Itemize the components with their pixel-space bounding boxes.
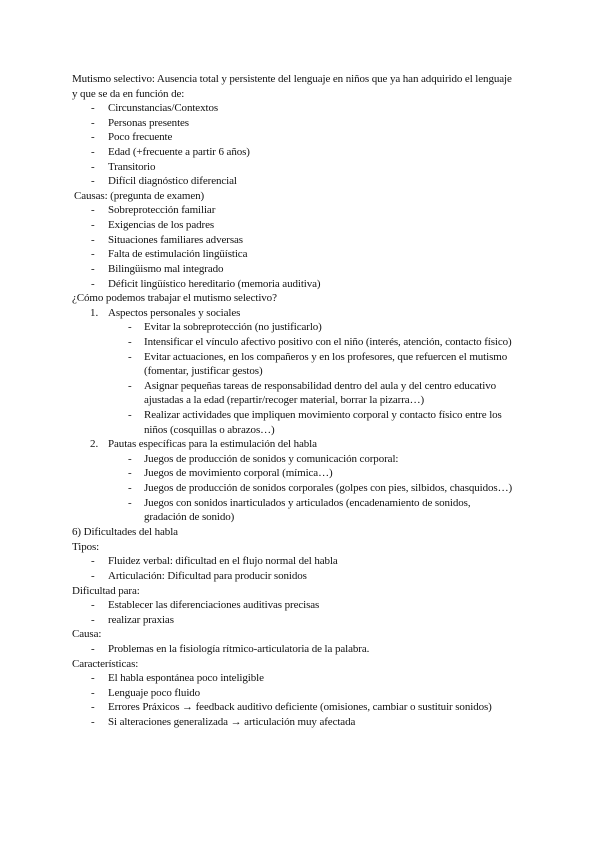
list-item: Si alteraciones generalizada → articulación muy afectada <box>108 716 356 728</box>
bullet-dash: - <box>91 555 95 567</box>
section2-number: 2. <box>90 438 99 450</box>
list-item: Sobreprotección familiar <box>108 204 216 216</box>
list-item: Juegos con sonidos inarticulados y articulados (encadenamiento de sonidos, <box>144 497 471 509</box>
list-item: Exigencias de los padres <box>108 219 215 231</box>
list-item: Déficit lingüístico hereditario (memoria auditiva) <box>108 278 321 290</box>
bullet-dash: - <box>91 146 95 158</box>
bullet-dash: - <box>91 161 95 173</box>
bullet-dash: - <box>91 175 95 187</box>
list-item: Lenguaje poco fluido <box>108 687 201 699</box>
bullet-dash: - <box>91 263 95 275</box>
bullet-dash: - <box>91 716 95 728</box>
bullet-dash: - <box>91 687 95 699</box>
bullet-dash: - <box>128 321 132 333</box>
list-item: Falta de estimulación lingüística <box>108 248 248 260</box>
list-item: realizar praxias <box>108 614 174 626</box>
bullet-dash: - <box>128 467 132 479</box>
section1-number: 1. <box>90 307 99 319</box>
bullet-dash: - <box>91 599 95 611</box>
bullet-dash: - <box>91 570 95 582</box>
section2-title: Pautas específicas para la estimulación del habla <box>108 438 317 450</box>
bullet-dash: - <box>91 278 95 290</box>
bullet-dash: - <box>91 234 95 246</box>
list-item: Difícil diagnóstico diferencial <box>108 175 237 187</box>
list-item: Personas presentes <box>108 117 189 129</box>
list-item: Establecer las diferenciaciones auditivas precisas <box>108 599 320 611</box>
section1-title: Aspectos personales y sociales <box>108 307 241 319</box>
list-item: Evitar actuaciones, en los compañeros y en los profesores, que refuercen el mutismo <box>144 351 508 363</box>
list-item: Edad (+frecuente a partir 6 años) <box>108 146 250 158</box>
tipos-label: Tipos: <box>72 541 100 553</box>
bullet-dash: - <box>128 351 132 363</box>
bullet-dash: - <box>91 117 95 129</box>
bullet-dash: - <box>91 614 95 626</box>
list-item: Fluidez verbal: dificultad en el flujo normal del habla <box>108 555 338 567</box>
bullet-dash: - <box>128 482 132 494</box>
dificultades-heading: 6) Dificultades del habla <box>72 526 178 538</box>
bullet-dash: - <box>91 643 95 655</box>
bullet-dash: - <box>91 701 95 713</box>
bullet-dash: - <box>128 336 132 348</box>
causa-label: Causa: <box>72 628 102 640</box>
bullet-dash: - <box>128 453 132 465</box>
mutismo-definition-line1: Mutismo selectivo: Ausencia total y persistente del lenguaje en niños que ya han adquirido el lenguaje <box>72 73 512 85</box>
list-item: Juegos de producción de sonidos corporales (golpes con pies, silbidos, chasquidos…) <box>144 482 513 494</box>
list-item: Asignar pequeñas tareas de responsabilidad dentro del aula y del centro educativo <box>144 380 497 392</box>
list-item: Juegos de movimiento corporal (mímica…) <box>144 467 333 479</box>
list-item-continuation: (fomentar, justificar gestos) <box>144 365 263 377</box>
list-item: Problemas en la fisiología rítmico-articulatoria de la palabra. <box>108 643 370 655</box>
bullet-dash: - <box>91 219 95 231</box>
list-item: Situaciones familiares adversas <box>108 234 243 246</box>
list-item: El habla espontánea poco inteligible <box>108 672 264 684</box>
dificultad-label: Dificultad para: <box>72 585 140 597</box>
list-item: Realizar actividades que impliquen movimiento corporal y contacto físico entre los <box>144 409 502 421</box>
list-item: Intensificar el vínculo afectivo positivo con el niño (interés, atención, contacto físico) <box>144 336 512 348</box>
bullet-dash: - <box>128 497 132 509</box>
list-item: Articulación: Dificultad para producir sonidos <box>108 570 307 582</box>
caracteristicas-label: Características: <box>72 658 139 670</box>
list-item: Poco frecuente <box>108 131 173 143</box>
bullet-dash: - <box>91 102 95 114</box>
list-item: Juegos de producción de sonidos y comunicación corporal: <box>144 453 399 465</box>
trabajo-question: ¿Cómo podemos trabajar el mutismo selectivo? <box>72 292 277 304</box>
list-item: Bilingüismo mal integrado <box>108 263 224 275</box>
bullet-dash: - <box>128 380 132 392</box>
list-item: Circunstancias/Contextos <box>108 102 219 114</box>
bullet-dash: - <box>91 248 95 260</box>
list-item: Evitar la sobreprotección (no justificarlo) <box>144 321 322 333</box>
list-item-continuation: gradación de sonido) <box>144 511 235 523</box>
bullet-dash: - <box>91 672 95 684</box>
bullet-dash: - <box>128 409 132 421</box>
list-item-continuation: niños (cosquillas o abrazos…) <box>144 424 275 436</box>
mutismo-definition-line2: y que se da en función de: <box>72 88 185 100</box>
bullet-dash: - <box>91 204 95 216</box>
causas-heading: Causas: (pregunta de examen) <box>74 190 205 202</box>
list-item: Errores Práxicos → feedback auditivo deficiente (omisiones, cambiar o sustituir sonidos) <box>108 701 492 713</box>
list-item-continuation: ajustadas a la edad (repartir/recoger material, borrar la pizarra…) <box>144 394 425 406</box>
bullet-dash: - <box>91 131 95 143</box>
list-item: Transitorio <box>108 161 156 173</box>
